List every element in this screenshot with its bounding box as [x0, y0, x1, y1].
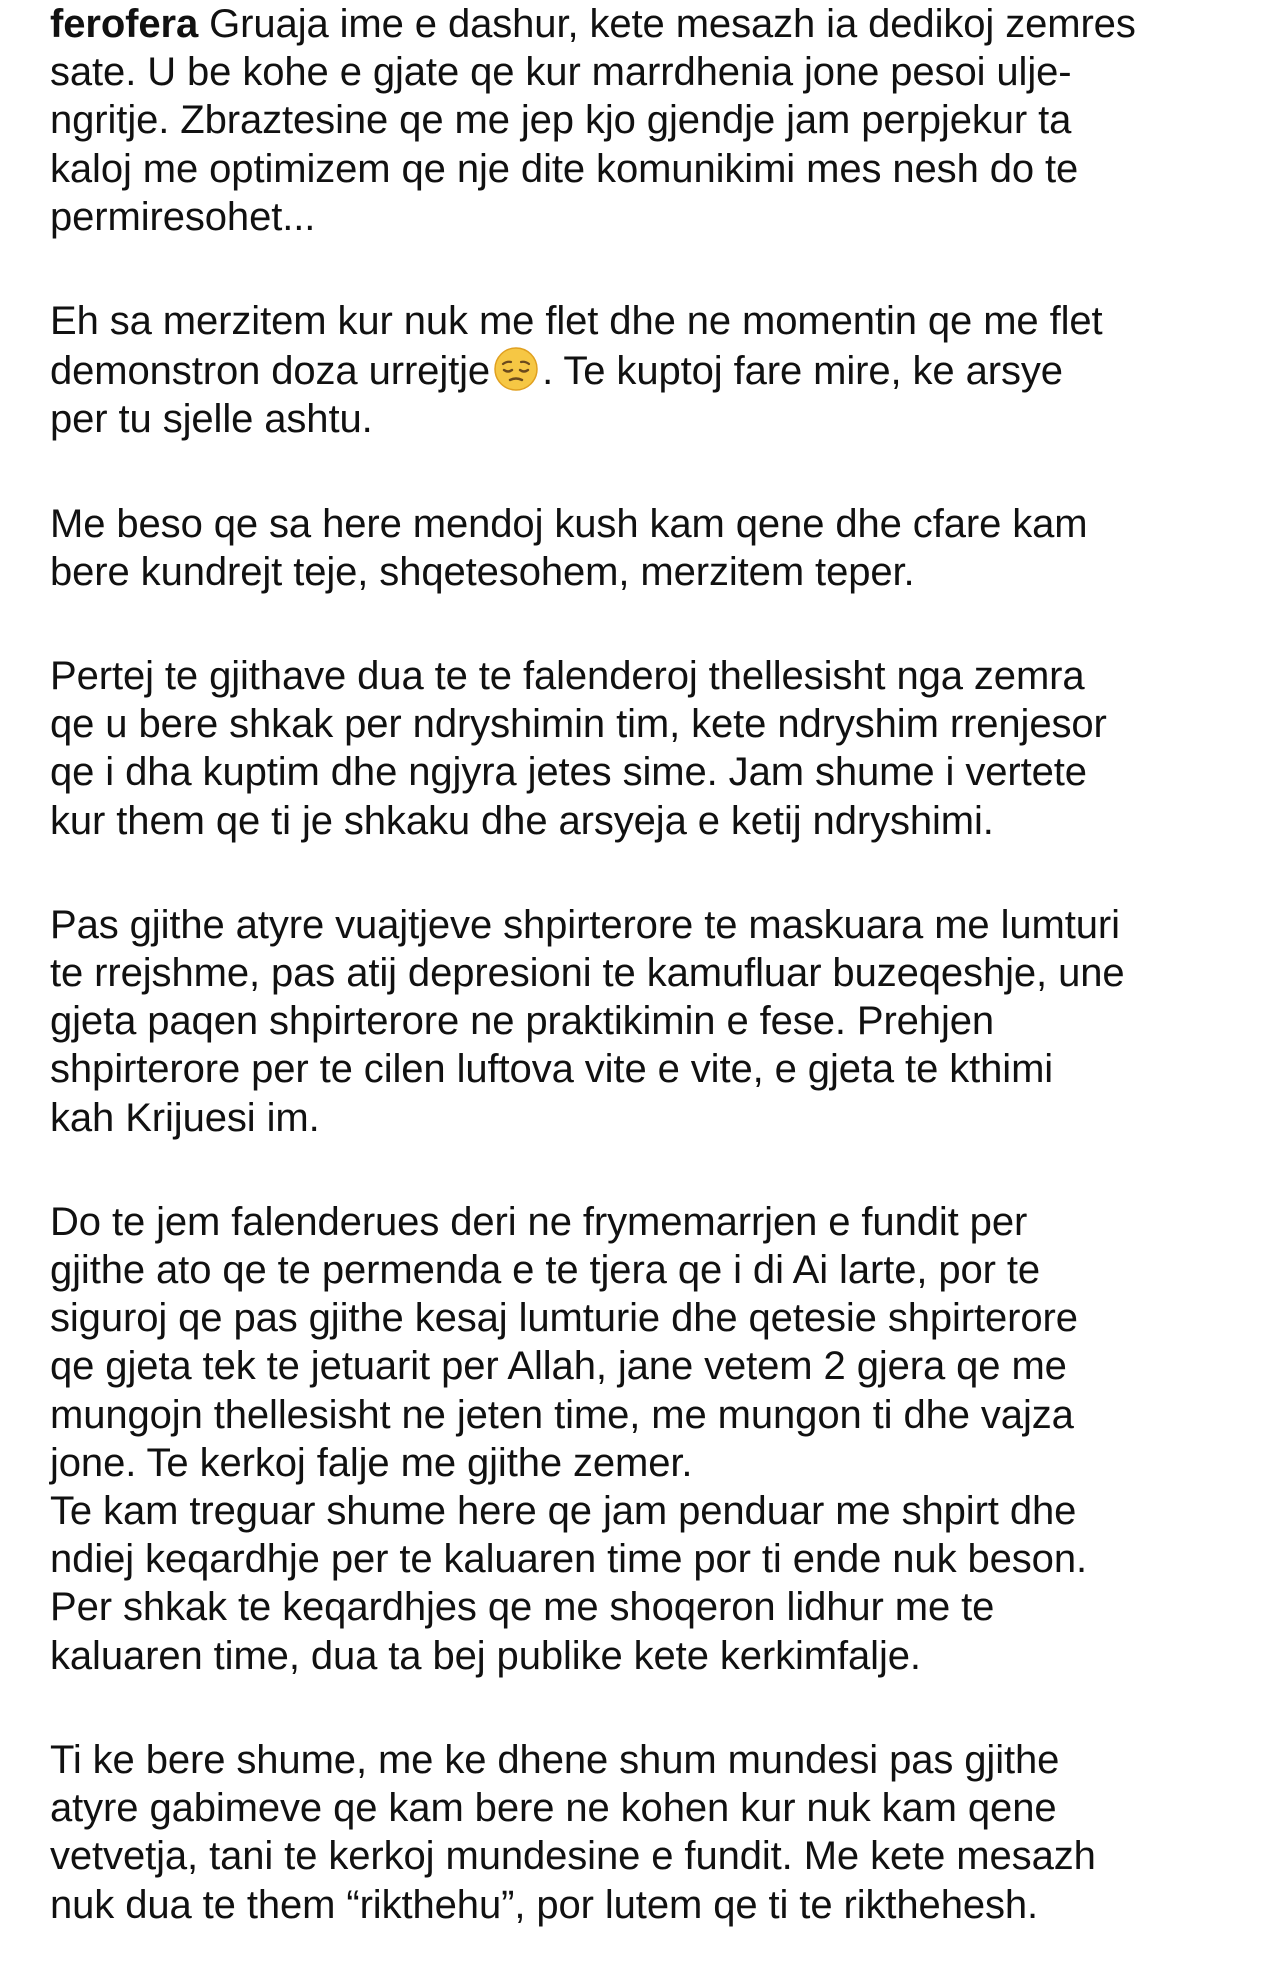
caption-line [50, 345, 1250, 395]
caption-text: Gruaja ime e dashur, kete mesazh ia dedikoj zemres [198, 2, 1136, 46]
caption-line: kaluaren time, dua ta bej publike kete kerkimfalje. [50, 1633, 921, 1678]
caption-paragraph [50, 652, 1250, 845]
caption-line: mungojn thellesisht ne jeten time, me mungon ti dhe vajza [50, 1392, 1074, 1437]
username-link[interactable]: ferofera [50, 2, 199, 46]
caption-text: . Te kuptoj fare mire, ke arsye [542, 349, 1063, 394]
caption-line: qe i dha kuptim dhe ngjyra jetes sime. Jam shume i vertete [50, 750, 1087, 795]
caption-line: kah Krijuesi im. [50, 1095, 320, 1140]
caption-line: permiresohet... [50, 194, 316, 239]
caption-line: ngritje. Zbraztesine qe me jep kjo gjendje jam perpjekur ta [50, 98, 1072, 143]
caption-line: Per shkak te keqardhjes qe me shoqeron lidhur me te [50, 1585, 995, 1630]
caption-line: kur them qe ti je shkaku dhe arsyeja e ketij ndryshimi. [50, 798, 994, 843]
caption-line: qe u bere shkak per ndryshimin tim, kete ndryshim rrenjesor [50, 702, 1107, 747]
post-caption [50, 0, 1250, 1929]
caption-line: qe gjeta tek te jetuarit per Allah, jane vetem 2 gjera qe me [50, 1344, 1067, 1389]
caption-line: bere kundrejt teje, shqetesohem, merzitem teper. [50, 549, 915, 594]
caption-line: gjeta paqen shpirterore ne praktikimin e fese. Prehjen [50, 999, 995, 1044]
caption-line: Ti ke bere shume, me ke dhene shum mundesi pas gjithe [50, 1737, 1060, 1782]
caption-line: gjithe ato qe te permenda e te tjera qe i di Ai larte, por te [50, 1248, 1041, 1293]
caption-paragraph [50, 1487, 1250, 1680]
caption-paragraph [50, 1198, 1250, 1487]
caption-paragraph [50, 901, 1250, 1142]
caption-line: siguroj qe pas gjithe kesaj lumturie dhe qetesie shpirterore [50, 1296, 1078, 1341]
caption-paragraph [50, 1736, 1250, 1929]
caption-line: atyre gabimeve qe kam bere ne kohen kur nuk kam qene [50, 1786, 1057, 1831]
caption-line: Pertej te gjithave dua te te falenderoj thellesisht nga zemra [50, 654, 1085, 699]
caption-text: demonstron doza urrejtje [50, 349, 491, 394]
caption-line: te rrejshme, pas atij depresioni te kamufluar buzeqeshje, une [50, 951, 1125, 996]
caption-line: Me beso qe sa here mendoj kush kam qene dhe cfare kam [50, 501, 1088, 546]
caption-line: ndiej keqardhje per te kaluaren time por ti ende nuk beson. [50, 1537, 1087, 1582]
caption-line: nuk dua te them “rikthehu”, por lutem qe ti te rikthehesh. [50, 1882, 1039, 1927]
caption-line [50, 0, 1250, 48]
caption-line: jone. Te kerkoj falje me gjithe zemer. [50, 1440, 693, 1485]
caption-line: Pas gjithe atyre vuajtjeve shpirterore te maskuara me lumturi [50, 902, 1120, 947]
caption-line: vetvetja, tani te kerkoj mundesine e fundit. Me kete mesazh [50, 1834, 1096, 1879]
caption-paragraph [50, 0, 1250, 241]
caption-line: Te kam treguar shume here qe jam penduar me shpirt dhe [50, 1489, 1077, 1534]
caption-line: shpirterore per te cilen luftova vite e vite, e gjeta te kthimi [50, 1047, 1054, 1092]
caption-line: Do te jem falenderues deri ne frymemarrjen e fundit per [50, 1199, 1028, 1244]
caption-paragraph [50, 500, 1250, 596]
caption-line: Eh sa merzitem kur nuk me flet dhe ne momentin qe me flet [50, 299, 1103, 344]
caption-line: per tu sjelle ashtu. [50, 397, 373, 442]
caption-line: kaloj me optimizem qe nje dite komunikimi mes nesh do te [50, 146, 1079, 191]
pensive-face-emoji-icon [492, 345, 540, 393]
caption-paragraph [50, 297, 1250, 444]
caption-line: sate. U be kohe e gjate qe kur marrdhenia jone pesoi ulje- [50, 50, 1072, 95]
